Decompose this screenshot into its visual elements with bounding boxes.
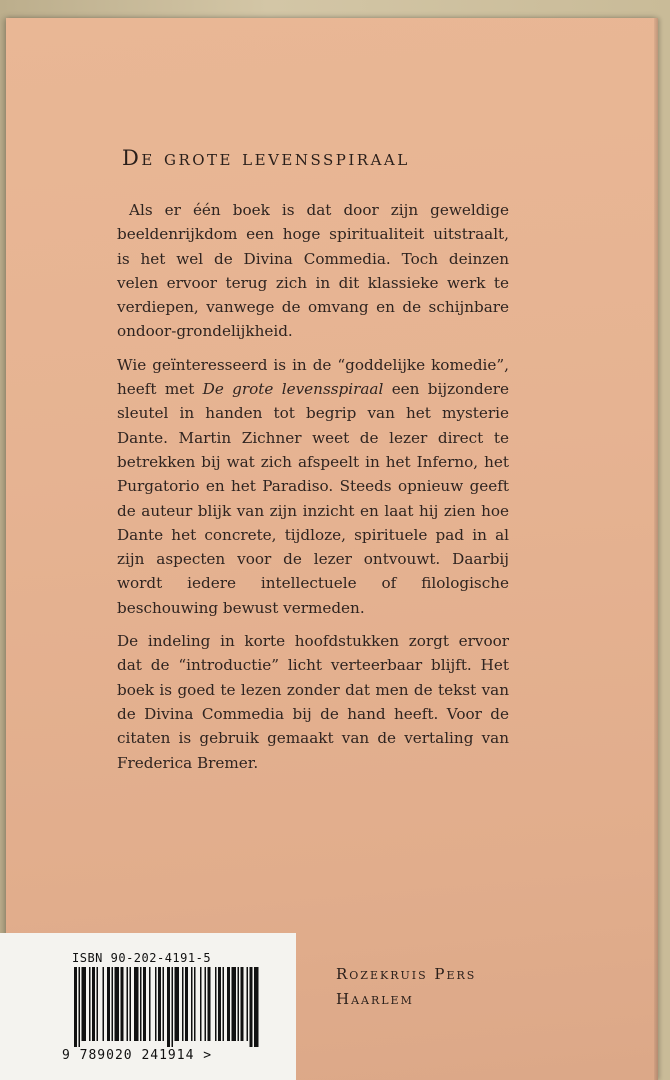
blurb-paragraph [117, 353, 509, 620]
barcode-bar [134, 967, 139, 1041]
barcode-bar [115, 967, 120, 1041]
barcode-sticker [0, 933, 296, 1080]
cover-edge-shadow [654, 18, 658, 1080]
barcode-bar [107, 967, 110, 1041]
barcode-bar [223, 967, 225, 1041]
barcode-bar [89, 967, 91, 1041]
barcode-bar [149, 967, 151, 1041]
barcode-bar [143, 967, 146, 1041]
barcode-bar [127, 967, 129, 1041]
barcode-bar [155, 967, 157, 1041]
text-segment: Als er één boek is dat door zijn geweldige beeldenrijkdom een hoge spiritualiteit uitstraalt, is het wel de Divina Commedia. Toch deinzen velen ervoor terug zich in dit klassieke werk te verdiepen, vanwege de omvang en de schijnbare ondoor-grondelijkheid. [117, 201, 509, 341]
barcode-bar [241, 967, 244, 1041]
barcode-bar [238, 967, 240, 1041]
blurb-paragraph [117, 629, 509, 775]
barcode-bar [215, 967, 217, 1041]
publisher-block [336, 962, 476, 1012]
barcode-bar [227, 967, 230, 1041]
publisher-name: Rozekruis Pers [336, 965, 477, 983]
barcode-bar [172, 967, 174, 1047]
barcode-bar [163, 967, 165, 1041]
barcode-bar [82, 967, 87, 1041]
barcode-bar [158, 967, 161, 1041]
barcode-bar [130, 967, 132, 1041]
book-back-cover [6, 18, 658, 1080]
barcode-bar [112, 967, 114, 1041]
barcode-bar [205, 967, 207, 1041]
barcode-bar [194, 967, 196, 1041]
barcode-bar [218, 967, 221, 1041]
text-segment: De indeling in korte hoofdstukken zorgt ervoor dat de “introductie” licht verteerbaar blijft. Het boek is goed te lezen zonder dat men de tekst van de Divina Commedia bij de hand heeft. Voor de citaten is gebruik gemaakt van de vertaling van Frederica Bremer. [117, 632, 509, 772]
blurb-paragraph [117, 198, 509, 344]
publisher-city: Haarlem [336, 990, 414, 1008]
barcode-bar [200, 967, 202, 1041]
barcode-bar [254, 967, 259, 1047]
barcode-bar [79, 967, 81, 1047]
barcode-bar [97, 967, 99, 1041]
barcode-bar [103, 967, 105, 1041]
italic-book-title: De grote levensspiraal [202, 380, 384, 399]
barcode-bar [92, 967, 95, 1041]
barcode-bar [247, 967, 249, 1041]
blurb-text [117, 198, 509, 784]
barcode-bar [232, 967, 237, 1041]
barcode-bar [121, 967, 124, 1041]
barcode-bar [191, 967, 193, 1041]
barcode-icon [74, 967, 260, 1047]
text-segment: Wie geïnteresseerd is in de “goddelijke komedie”, heeft met [117, 355, 509, 399]
text-segment: een bijzondere sleutel in handen tot begrip van het mysterie Dante. Martin Zichner weet de lezer direct te betrekken bij wat zich afspeelt in het Inferno, het Purgatorio en het Paradiso. Steeds opnieuw geeft de auteur blijk van zijn inzicht en laat hij zien hoe Dante het concrete, tijdloze, spirituele pad in al zijn aspecten voor de lezer ontvouwt. Daarbij wordt iedere intellectuele of filologische beschouwing bewust vermeden. [117, 380, 509, 617]
barcode-bar [250, 967, 253, 1047]
barcode-bar [74, 967, 77, 1047]
barcode-digits: 9 789020 241914 > [62, 1048, 213, 1063]
barcode-bar [185, 967, 188, 1041]
isbn-label: ISBN 90-202-4191-5 [72, 951, 212, 965]
barcode-bar [182, 967, 184, 1041]
barcode-bar [140, 967, 142, 1041]
barcode-bar [208, 967, 211, 1041]
barcode-bar [167, 967, 170, 1047]
book-title: De grote levensspiraal [122, 146, 410, 170]
barcode-bar [175, 967, 180, 1041]
